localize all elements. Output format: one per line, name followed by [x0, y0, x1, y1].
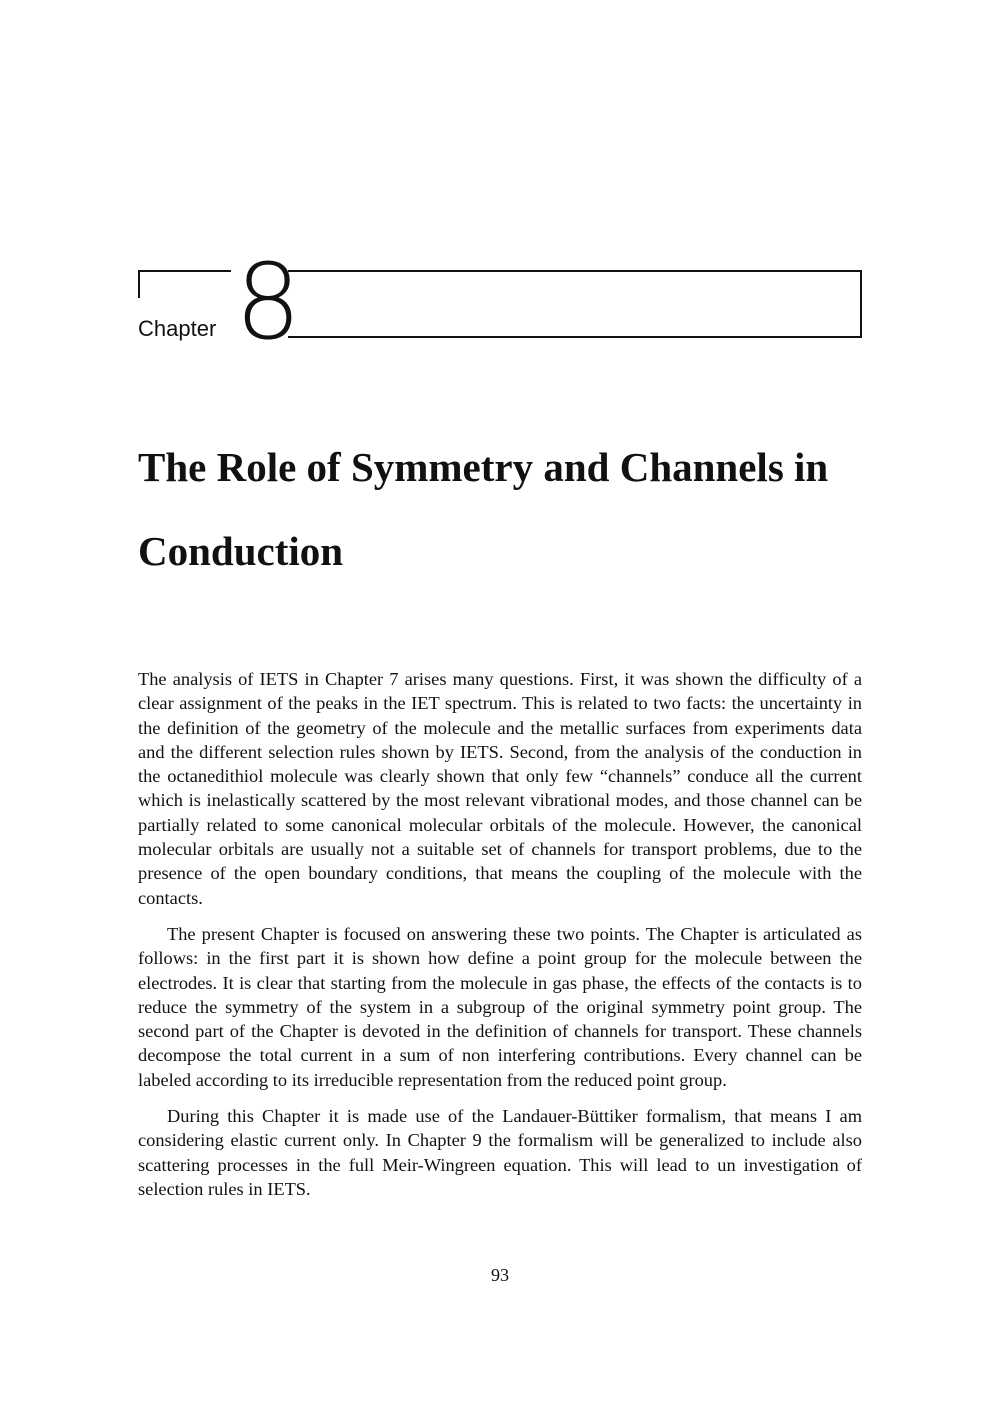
frame-line [288, 270, 862, 272]
chapter-number: 8 [235, 241, 302, 363]
paragraph: During this Chapter it is made use of the Landauer-Büttiker formalism, that means I am considering elastic current only. In Chapter 9 the formalism will be generalized to include also scattering processes in the full Meir-Wingreen equation. This will lead to un investigation of selection rules in IETS. [138, 1106, 862, 1199]
frame-line [288, 336, 862, 338]
paragraph: The present Chapter is focused on answering these two points. The Chapter is articulated as follows: in the first part it is shown how define a point group for the molecule between the electrodes. It is clear that starting from the molecule in gas phase, the effects of the contacts is to reduce the symmetry of the system in a subgroup of the original symmetry point group. The second part of the Chapter is devoted in the definition of channels for transport. These channels decompose the total current in a sum of non interfering contributions. Every channel can be labeled according to its irreducible representation from the reduced point group. [138, 923, 862, 1090]
frame-line [860, 270, 862, 336]
frame-line [138, 270, 231, 272]
chapter-title: The Role of Symmetry and Channels in Conduction [138, 444, 829, 574]
chapter-label: Chapter [138, 316, 217, 341]
chapter-body [138, 667, 862, 1213]
frame-line [138, 270, 140, 298]
paragraph: The analysis of IETS in Chapter 7 arises many questions. First, it was shown the difficulty of a clear assignment of the peaks in the IET spectrum. This is related to two facts: the uncertainty in the definition of the geometry of the molecule and the metallic surfaces from experiments data and the different selection rules shown by IETS. Second, from the analysis of the conduction in the octanedithiol molecule was clearly shown that only few “channels” conduce all the current which is inelastically scattered by the most relevant vibrational modes, and those channel can be partially related to some canonical molecular orbitals of the molecule. However, the canonical molecular orbitals are usually not a suitable set of channels for transport problems, due to the presence of the open boundary conditions, that means the coupling of the molecule with the contacts. [138, 669, 862, 908]
page-number: 93 [491, 1265, 509, 1285]
